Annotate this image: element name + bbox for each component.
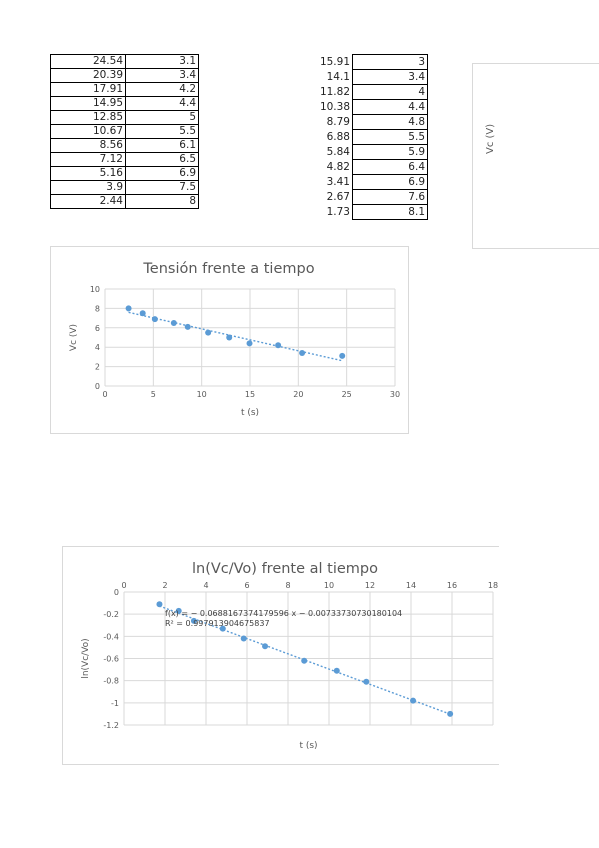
log-ratio-time-chart-svg [63, 547, 499, 764]
time-cell: 8.79 [326, 116, 350, 128]
table-row [306, 145, 428, 160]
time-cell: 14.95 [51, 97, 126, 111]
voltage-cell: 6.9 [353, 175, 428, 190]
data-point [363, 679, 369, 685]
data-point [241, 636, 247, 642]
x-axis-label: t (s) [299, 741, 318, 751]
x-tick-label: 4 [203, 581, 209, 590]
voltage-cell: 5.5 [126, 125, 199, 139]
data-point [275, 342, 281, 348]
trendline-equation: f(x) = − 0.0688167374179596 x − 0.00733730730180104 [165, 609, 403, 618]
x-tick-label: 6 [244, 581, 250, 590]
table-row [306, 175, 428, 190]
voltage-cell: 8.1 [353, 205, 428, 220]
time-cell: 20.39 [51, 69, 126, 83]
voltage-cell: 4 [353, 85, 428, 100]
table-row [306, 55, 428, 70]
y-tick-label: 10 [89, 285, 100, 294]
time-cell: 7.12 [51, 153, 126, 167]
y-tick-label: -0.8 [103, 676, 119, 686]
table-row [51, 83, 199, 97]
partial-chart-ylabel: Vc (V) [485, 123, 496, 154]
table-row [306, 160, 428, 175]
table-row [51, 167, 199, 181]
time-cell: 10.67 [51, 125, 126, 139]
voltage-cell: 5.5 [353, 130, 428, 145]
table-row [51, 97, 199, 111]
table-row [306, 205, 428, 220]
x-tick-label: 15 [244, 390, 256, 399]
data-point [299, 350, 305, 356]
voltage-cell: 6.1 [126, 139, 199, 153]
data-point [301, 658, 307, 664]
time-cell: 2.67 [326, 191, 350, 203]
time-cell: 15.91 [319, 56, 350, 68]
data-table-2 [306, 54, 428, 220]
chart-title: ln(Vc/Vo) frente al tiempo [191, 561, 379, 577]
voltage-cell: 4.2 [126, 83, 199, 97]
x-tick-label: 25 [341, 390, 352, 399]
voltage-cell: 3.4 [126, 69, 199, 83]
data-point [334, 668, 340, 674]
voltage-time-chart [50, 246, 409, 434]
voltage-cell: 3.1 [126, 55, 199, 69]
voltage-cell: 6.4 [353, 160, 428, 175]
voltage-cell: 4.4 [353, 100, 428, 115]
data-point [447, 711, 453, 717]
voltage-cell: 6.9 [126, 167, 199, 181]
y-tick-label: -0.4 [103, 632, 119, 642]
y-tick-label: -1 [111, 698, 119, 708]
table-row [51, 69, 199, 83]
x-tick-label: 0 [121, 581, 127, 590]
time-cell: 4.82 [326, 161, 350, 173]
time-cell: 12.85 [51, 111, 126, 125]
y-tick-label: 4 [94, 343, 100, 353]
time-cell: 3.41 [326, 176, 350, 188]
voltage-cell: 8 [126, 195, 199, 209]
table-row [51, 195, 199, 209]
y-tick-label: 8 [94, 304, 100, 314]
table-row [306, 190, 428, 205]
x-tick-label: 30 [389, 390, 401, 399]
table-row [51, 111, 199, 125]
data-point [226, 335, 232, 341]
trendline [129, 312, 343, 360]
x-tick-label: 5 [150, 390, 156, 399]
voltage-cell: 4.4 [126, 97, 199, 111]
time-cell: 17.91 [51, 83, 126, 97]
data-point [262, 643, 268, 649]
time-cell: 3.9 [51, 181, 126, 195]
y-tick-label: -0.6 [103, 654, 119, 664]
r-squared-value: R² = 0.997913904675837 [165, 619, 270, 628]
y-tick-label: 6 [94, 323, 100, 333]
data-point [410, 698, 416, 704]
time-cell: 24.54 [51, 55, 126, 69]
voltage-cell: 6.5 [126, 153, 199, 167]
table-row [306, 85, 428, 100]
time-cell: 10.38 [319, 101, 350, 113]
data-point [185, 324, 191, 330]
voltage-cell: 5 [126, 111, 199, 125]
time-cell: 2.44 [51, 195, 126, 209]
data-point [247, 340, 253, 346]
voltage-cell: 5.9 [353, 145, 428, 160]
time-cell: 5.16 [51, 167, 126, 181]
x-tick-label: 2 [162, 581, 168, 590]
y-tick-label: -1.2 [103, 721, 119, 730]
table-row [306, 70, 428, 85]
table-row [306, 115, 428, 130]
table-row [51, 55, 199, 69]
table-row [51, 139, 199, 153]
x-tick-label: 0 [102, 390, 108, 399]
y-tick-label: 0 [113, 588, 119, 597]
x-tick-label: 18 [487, 581, 499, 590]
time-cell: 1.73 [326, 206, 350, 218]
voltage-cell: 4.8 [353, 115, 428, 130]
data-point [156, 601, 162, 607]
log-ratio-time-chart [62, 546, 499, 765]
chart-title: Tensión frente a tiempo [143, 261, 315, 277]
x-tick-label: 12 [364, 581, 376, 590]
data-point [339, 353, 345, 359]
voltage-cell: 3 [353, 55, 428, 70]
y-tick-label: 0 [94, 382, 100, 391]
table-row [306, 130, 428, 145]
voltage-time-chart-svg [51, 247, 408, 433]
table-row [51, 125, 199, 139]
y-tick-label: -0.2 [103, 610, 119, 620]
partial-chart-frame [472, 63, 599, 249]
data-point [126, 305, 132, 311]
x-tick-label: 10 [323, 581, 335, 590]
data-point [152, 316, 158, 322]
table-row [51, 153, 199, 167]
x-tick-label: 8 [285, 581, 291, 590]
voltage-cell: 7.5 [126, 181, 199, 195]
time-cell: 11.82 [319, 86, 350, 98]
time-cell: 8.56 [51, 139, 126, 153]
table-row [51, 181, 199, 195]
y-axis-label: Vc (V) [69, 323, 79, 352]
data-point [171, 320, 177, 326]
x-tick-label: 20 [293, 390, 304, 399]
voltage-cell: 7.6 [353, 190, 428, 205]
x-axis-label: t (s) [240, 408, 260, 418]
time-cell: 14.1 [326, 71, 350, 83]
x-tick-label: 10 [196, 390, 207, 399]
voltage-cell: 3.4 [353, 70, 428, 85]
y-tick-label: 2 [94, 362, 100, 372]
data-table-1 [50, 54, 199, 209]
data-point [205, 330, 211, 336]
x-tick-label: 14 [405, 581, 417, 590]
x-tick-label: 16 [446, 581, 458, 590]
time-cell: 6.88 [326, 131, 350, 143]
time-cell: 5.84 [326, 146, 350, 158]
data-point [140, 310, 146, 316]
table-row [306, 100, 428, 115]
y-axis-label: ln(Vc/Vo) [81, 638, 91, 679]
